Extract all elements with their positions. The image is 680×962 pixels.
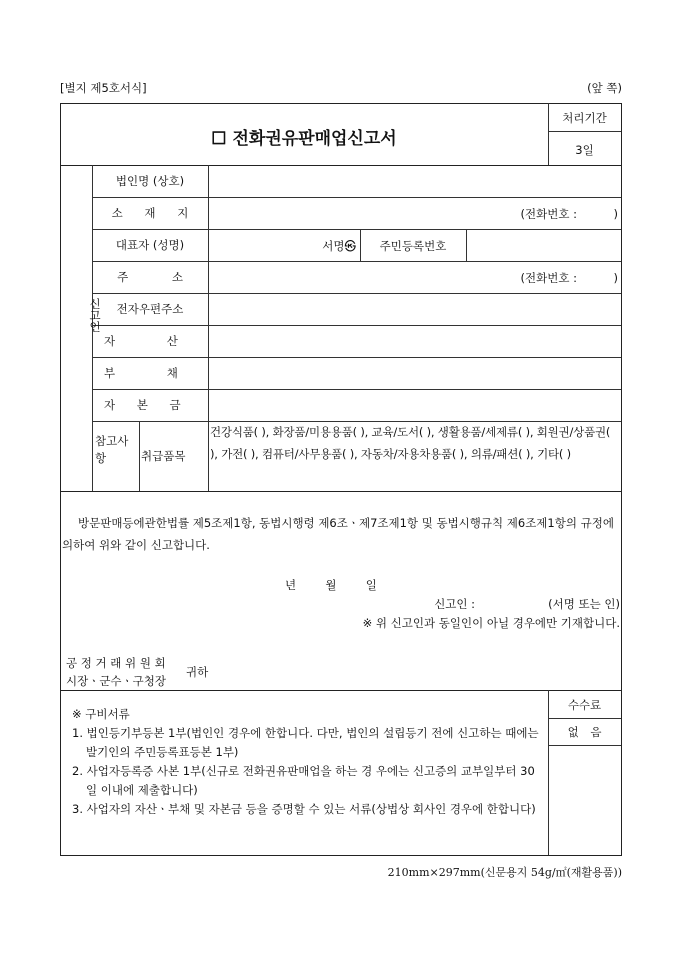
declaration-text: 방문판매등에관한법률 제5조제1항, 동법시행령 제6조ㆍ제7조제1항 및 동법시행규칙 제6조제1항의 규정에 의하여 위와 같이 신고합니다. (62, 516, 614, 552)
location-label: 소 재 지 (111, 206, 189, 220)
declaration-note: ※ 위 신고인과 동일인이 아닐 경우에만 기재합니다. (362, 616, 620, 630)
applicant-signature[interactable]: 신고인 : (서명 또는 인) (434, 597, 620, 611)
applicant-section-label: 신고인 (88, 298, 102, 333)
capital-label: 자 본 금 (104, 398, 181, 412)
representative-label: 대표자 (성명) (115, 238, 185, 252)
page-side: (앞 쪽) (587, 81, 622, 95)
honorific: 귀하 (186, 665, 209, 679)
fee-value: 없 음 (567, 725, 602, 739)
recipient-local: 시장ㆍ군수ㆍ구청장 (66, 674, 166, 688)
paper-spec: 210mm×297mm(신문용지 54g/㎡(재활용품)) (387, 866, 622, 879)
assets-label: 자 산 (104, 334, 178, 348)
documents-title: ※ 구비서류 (72, 707, 130, 721)
document-item: 3. 사업자의 자산ㆍ부채 및 자본금 등을 증명할 수 있는 서류(상법상 회사인 경우에 한합니다) (72, 802, 536, 816)
email-label: 전자우편주소 (116, 302, 184, 316)
processing-period-value: 3일 (575, 143, 594, 157)
documents-list (72, 724, 540, 819)
recipient-ftc: 공 정 거 래 위 원 회 (66, 656, 166, 670)
address-phone[interactable]: (전화번호 : ) (520, 271, 618, 285)
checkbox-icon[interactable]: ☐ (211, 129, 227, 149)
date-line[interactable]: 년 월 일 (285, 578, 377, 592)
fee-label: 수수료 (567, 698, 602, 712)
document-item: 1. 법인등기부등본 1부(법인인 경우에 한합니다. 다만, 법인의 설립등기 전에 신고하는 때에는 발기인의 주민등록표등본 1부) (72, 726, 539, 759)
resident-number-label: 주민등록번호 (379, 239, 447, 253)
corp-name-field[interactable] (212, 165, 617, 197)
address-label: 주 소 (117, 270, 183, 284)
items-list[interactable]: 건강식품( ), 화장품/미용용품( ), 교육/도서( ), 생활용품/세제류( ), 회원권/상품권( ), 가전( ), 컴퓨터/사무용품( ), 자동차/자용차용품( ), 의류/패션( ), 기타( ) (210, 425, 611, 461)
processing-period-label: 처리기간 (562, 111, 607, 125)
signature-seal[interactable]: 서명㉿ (322, 239, 356, 253)
form-title: ☐ 전화권유판매업신고서 (211, 129, 397, 149)
resident-number-field[interactable] (468, 230, 620, 260)
document-item: 2. 사업자등록증 사본 1부(신규로 전화권유판매업을 하는 경 우에는 신고증의 교부일부터 30일 이내에 제출합니다) (72, 764, 535, 797)
items-label: 취급품목 (141, 449, 186, 463)
liabilities-label: 부 채 (104, 366, 178, 380)
corp-name-label: 법인명 (상호) (115, 174, 185, 188)
form-number: [별지 제5호서식] (60, 81, 147, 95)
location-phone[interactable]: (전화번호 : ) (520, 207, 618, 221)
reference-label: 참고사항 (95, 434, 129, 465)
